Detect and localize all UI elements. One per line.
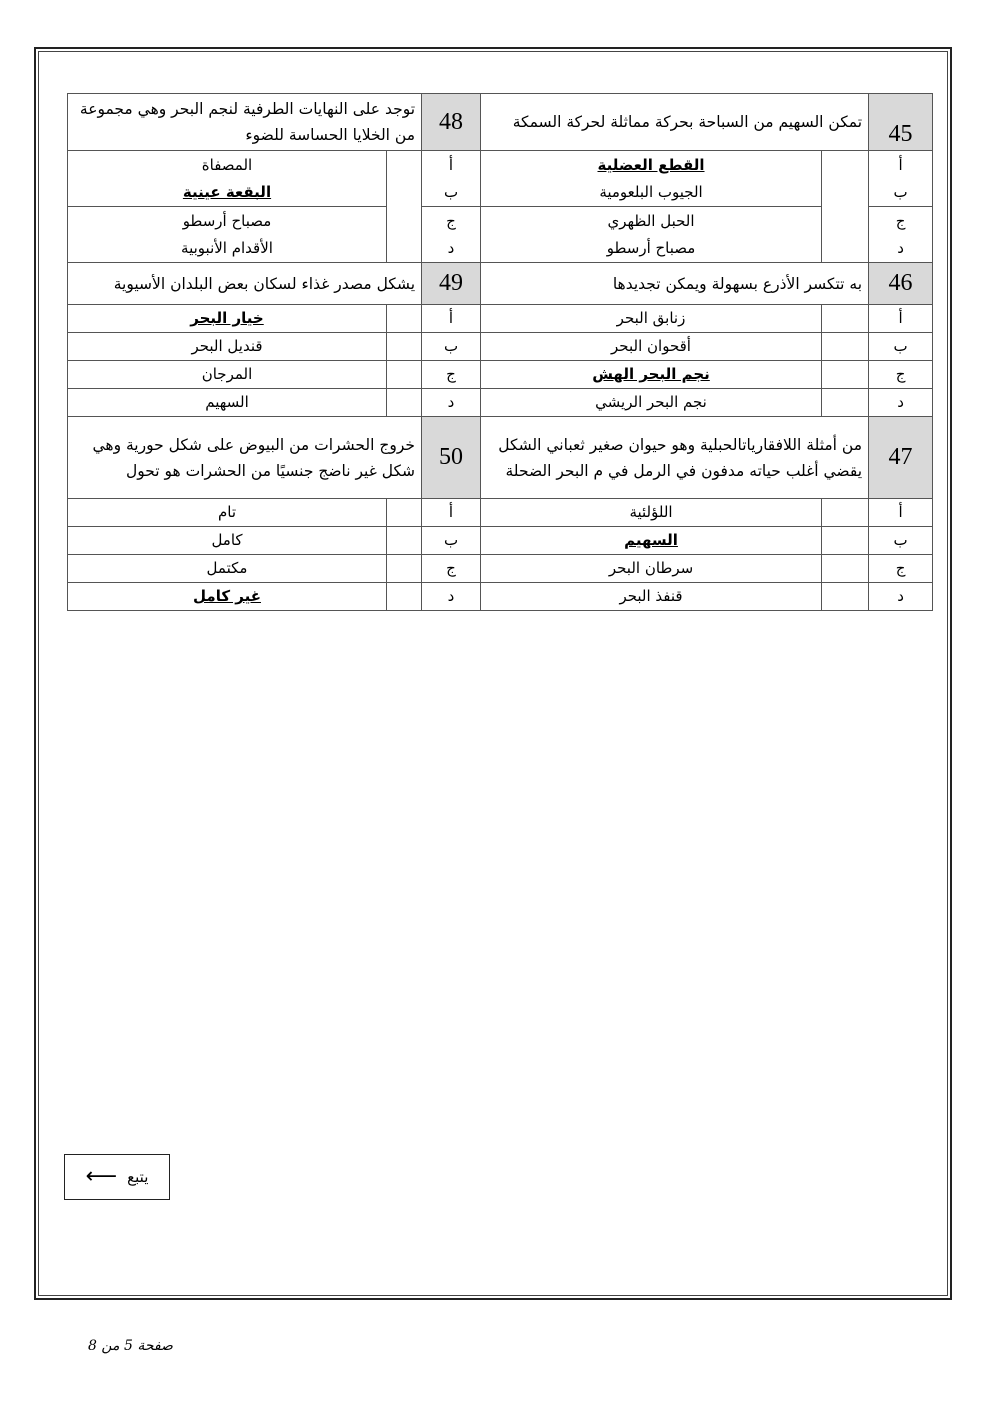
page-number: صفحة 5 من 8 [88,1338,173,1354]
continue-box[interactable] [64,1154,170,1200]
continue-label: يتبع [127,1168,149,1186]
option-45-c[interactable] [481,207,822,263]
question-number-50: 50 [422,417,481,499]
option-row [68,389,933,417]
answer-blank [387,305,422,333]
option-49-a[interactable]: خيار البحر [68,305,387,333]
question-text-50: خروج الحشرات من البيوض على شكل حورية وهي شكل غير ناضج جنسيًا من الحشرات هو تحول [68,417,422,499]
option-letter: أ [422,305,481,333]
option-45-a-text: القطع العضلية [597,155,705,174]
question-row [68,263,933,305]
answer-blank [387,361,422,389]
option-letter: ج [869,361,933,389]
option-48-d-text: الأقدام الأنبوبية [181,238,273,257]
option-45-a[interactable] [481,151,822,207]
option-letter: د [897,238,904,257]
answer-blank [387,389,422,417]
option-row [68,555,933,583]
option-row [68,333,933,361]
left-arrow-icon: ⟵ [85,1164,118,1189]
option-letter: ب [893,182,908,201]
question-number-46: 46 [869,263,933,305]
answer-blank [387,333,422,361]
option-45-c-text: الحبل الظهري [607,211,695,230]
option-50-c[interactable]: مكتمل [68,555,387,583]
option-letter: د [447,238,455,257]
answer-blank [822,333,869,361]
option-letter: ب [869,333,933,361]
answer-blank [387,527,422,555]
answer-blank [387,555,422,583]
question-number-47: 47 [869,417,933,499]
option-49-b[interactable]: قنديل البحر [68,333,387,361]
option-row [68,151,933,207]
option-46-c[interactable]: نجم البحر الهش [481,361,822,389]
answer-blank [822,527,869,555]
option-letter: ب [869,527,933,555]
question-text-47: من أمثلة اللافقارياتالحبلية وهو حيوان صغير ثعباني الشكل يقضي أغلب حياته مدفون في الرمل في م البحر الضحلة [481,417,869,499]
option-letters-45-ab [869,151,933,207]
option-46-d[interactable]: نجم البحر الريشي [481,389,822,417]
option-letter: ب [443,182,459,201]
answer-blank-45 [822,151,869,263]
answer-blank [387,583,422,611]
question-text-48: توجد على النهايات الطرفية لنجم البحر وهي مجموعة من الخلايا الحساسة للضوء [68,94,422,151]
option-47-d[interactable]: قنفذ البحر [481,583,822,611]
option-row [68,499,933,527]
question-number-45: 45 [869,94,933,151]
option-row [68,361,933,389]
option-48-c[interactable] [68,207,387,263]
option-letter: أ [869,499,933,527]
question-row [68,417,933,499]
option-row [68,583,933,611]
option-50-a[interactable]: تام [68,499,387,527]
option-47-c[interactable]: سرطان البحر [481,555,822,583]
option-letter: د [422,583,481,611]
questions-table [67,93,933,611]
option-50-b[interactable]: كامل [68,527,387,555]
question-text-46-inner: به تتكسر الأذرع بسهولة ويمكن تجديدها [612,274,863,293]
option-letter: ج [895,211,906,230]
option-letter: ج [422,555,481,583]
option-48-c-text: مصباح أرسطو [182,211,272,230]
answer-blank [387,499,422,527]
option-47-a[interactable]: اللؤلئية [481,499,822,527]
option-row [68,305,933,333]
option-letter: أ [448,155,454,174]
answer-blank-48 [387,151,422,263]
option-letter: ج [446,211,456,230]
option-46-a[interactable]: زنابق البحر [481,305,822,333]
option-letter: أ [898,155,903,174]
answer-blank [822,361,869,389]
option-letter: ج [422,361,481,389]
option-row [68,207,933,263]
option-letter: د [422,389,481,417]
option-46-b[interactable]: أقحوان البحر [481,333,822,361]
question-number-49: 49 [422,263,481,305]
option-letter: د [869,389,933,417]
question-number-48: 48 [422,94,481,151]
option-48-a[interactable] [68,151,387,207]
option-letter: ج [869,555,933,583]
option-letter: أ [422,499,481,527]
answer-blank [822,583,869,611]
option-letter: د [869,583,933,611]
option-letter: ب [422,527,481,555]
answer-blank [822,499,869,527]
option-48-b-text: البقعة عينية [182,182,272,201]
option-50-d[interactable]: غير كامل [68,583,387,611]
option-letters-48-cd [422,207,481,263]
answer-blank [822,305,869,333]
option-letters-45-cd [869,207,933,263]
option-47-b[interactable]: السهيم [481,527,822,555]
option-48-a-text: المصفاة [201,155,253,174]
question-text-49: يشكل مصدر غذاء لسكان بعض البلدان الأسيوية [68,263,422,305]
answer-blank [822,389,869,417]
option-45-d-text: مصباح أرسطو [606,238,696,257]
question-row [68,94,933,151]
option-49-c[interactable]: المرجان [68,361,387,389]
option-letters-48-ab [422,151,481,207]
option-letter: ب [422,333,481,361]
answer-blank [822,555,869,583]
question-text-46 [481,263,869,305]
option-49-d[interactable]: السهيم [68,389,387,417]
option-row [68,527,933,555]
question-text-45: تمكن السهيم من السباحة بحركة مماثلة لحركة السمكة [481,94,869,151]
option-45-b-text: الجيوب البلعومية [599,182,703,201]
option-letter: أ [869,305,933,333]
